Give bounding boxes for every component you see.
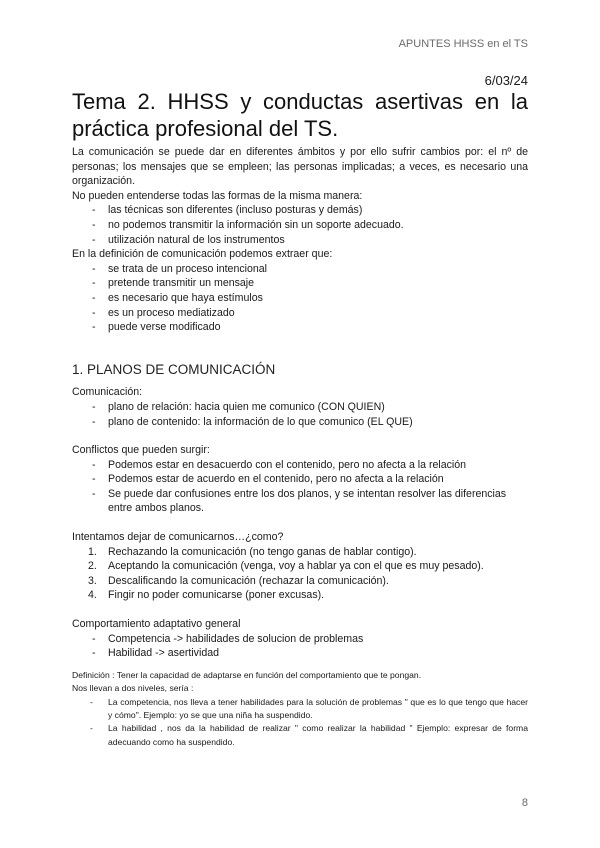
list-item: - Habilidad -> asertividad <box>72 646 528 661</box>
item-text: Rechazando la comunicación (no tengo ganas de hablar contigo). <box>108 545 417 558</box>
stop-communicating-list <box>72 545 528 603</box>
definition-text: Definición : Tener la capacidad de adaptarse en función del comportamiento que te pongan. <box>72 669 422 680</box>
item-number: 1. <box>88 545 97 558</box>
date: 6/03/24 <box>484 73 528 88</box>
definition-list <box>72 262 528 335</box>
list-item: - utilización natural de los instrumentos <box>72 233 528 248</box>
communication-list <box>72 400 528 429</box>
list-item: - La competencia, nos lleva a tener habilidades para la solución de problemas " que es lo que tengo que hacer y cómo". Ejemplo: yo se que una niña ha suspendido. <box>72 696 528 723</box>
page-number: 8 <box>521 797 528 809</box>
list-item: - Se puede dar confusiones entre los dos planos, y se intentan resolver las diferencias entre ambos planos. <box>72 487 528 516</box>
list-item: - La habilidad , nos da la habilidad de realizar " como realizar la habilidad " Ejemplo: expresar de forma adecuando como ha suspendido. <box>72 722 528 749</box>
definition-lead: En la definición de comunicación podemos extraer que: <box>72 248 333 261</box>
conflicts-list <box>72 458 528 516</box>
list-item: - Competencia -> habilidades de solucion de problemas <box>72 632 528 647</box>
item-text: Aceptando la comunicación (venga, voy a hablar ya con el que es muy pesado). <box>108 560 484 573</box>
document-body <box>72 145 528 749</box>
item-number: 2. <box>88 560 97 573</box>
list-item: - pretende transmitir un mensaje <box>72 276 528 291</box>
same-way-list <box>72 203 528 247</box>
definition-block <box>72 669 528 749</box>
list-item: - plano de relación: hacia quien me comunico (CON QUIEN) <box>72 400 528 415</box>
list-item: - Podemos estar en desacuerdo con el contenido, pero no afecta a la relación <box>72 458 528 473</box>
intro-paragraph: La comunicación se puede dar en diferentes ámbitos y por ello sufrir cambios por: el nº de personas; los mensajes que se empleen; las personas implicadas; a veces, es necesario una organización. <box>72 146 528 188</box>
list-item: - se trata de un proceso intencional <box>72 262 528 277</box>
conflicts-lead: Conflictos que pueden surgir: <box>72 444 210 457</box>
section-heading: 1. PLANOS DE COMUNICACIÓN <box>72 361 276 377</box>
item-number: 3. <box>88 574 97 587</box>
list-item: - plano de contenido: la información de lo que comunico (EL QUE) <box>72 415 528 430</box>
item-text: Fingir no poder comunicarse (poner excusas). <box>108 589 325 602</box>
adaptive-list <box>72 632 528 661</box>
list-item <box>72 588 528 603</box>
list-item <box>72 559 528 574</box>
list-item: - Podemos estar de acuerdo en el contenido, pero no afecta a la relación <box>72 472 528 487</box>
levels-list <box>72 696 528 750</box>
item-text: Descalificando la comunicación (rechazar la comunicación). <box>108 574 389 587</box>
list-item: - es un proceso mediatizado <box>72 306 528 321</box>
page-title: Tema 2. HHSS y conductas asertivas en la práctica profesional del TS. <box>72 89 528 141</box>
adaptive-lead: Comportamiento adaptativo general <box>72 618 241 631</box>
list-item <box>72 574 528 589</box>
same-way-lead: No pueden entenderse todas las formas de la misma manera: <box>72 189 363 202</box>
levels-lead: Nos llevan a dos niveles, sería : <box>72 683 194 694</box>
list-item <box>72 545 528 560</box>
stop-communicating-lead: Intentamos dejar de comunicarnos…¿como? <box>72 531 284 544</box>
item-number: 4. <box>88 589 97 602</box>
list-item: - es necesario que haya estímulos <box>72 291 528 306</box>
list-item: - no podemos transmitir la información sin un soporte adecuado. <box>72 218 528 233</box>
list-item: - las técnicas son diferentes (incluso posturas y demás) <box>72 203 528 218</box>
running-header: APUNTES HHSS en el TS <box>398 38 528 50</box>
communication-lead: Comunicación: <box>72 386 143 399</box>
list-item: - puede verse modificado <box>72 320 528 335</box>
